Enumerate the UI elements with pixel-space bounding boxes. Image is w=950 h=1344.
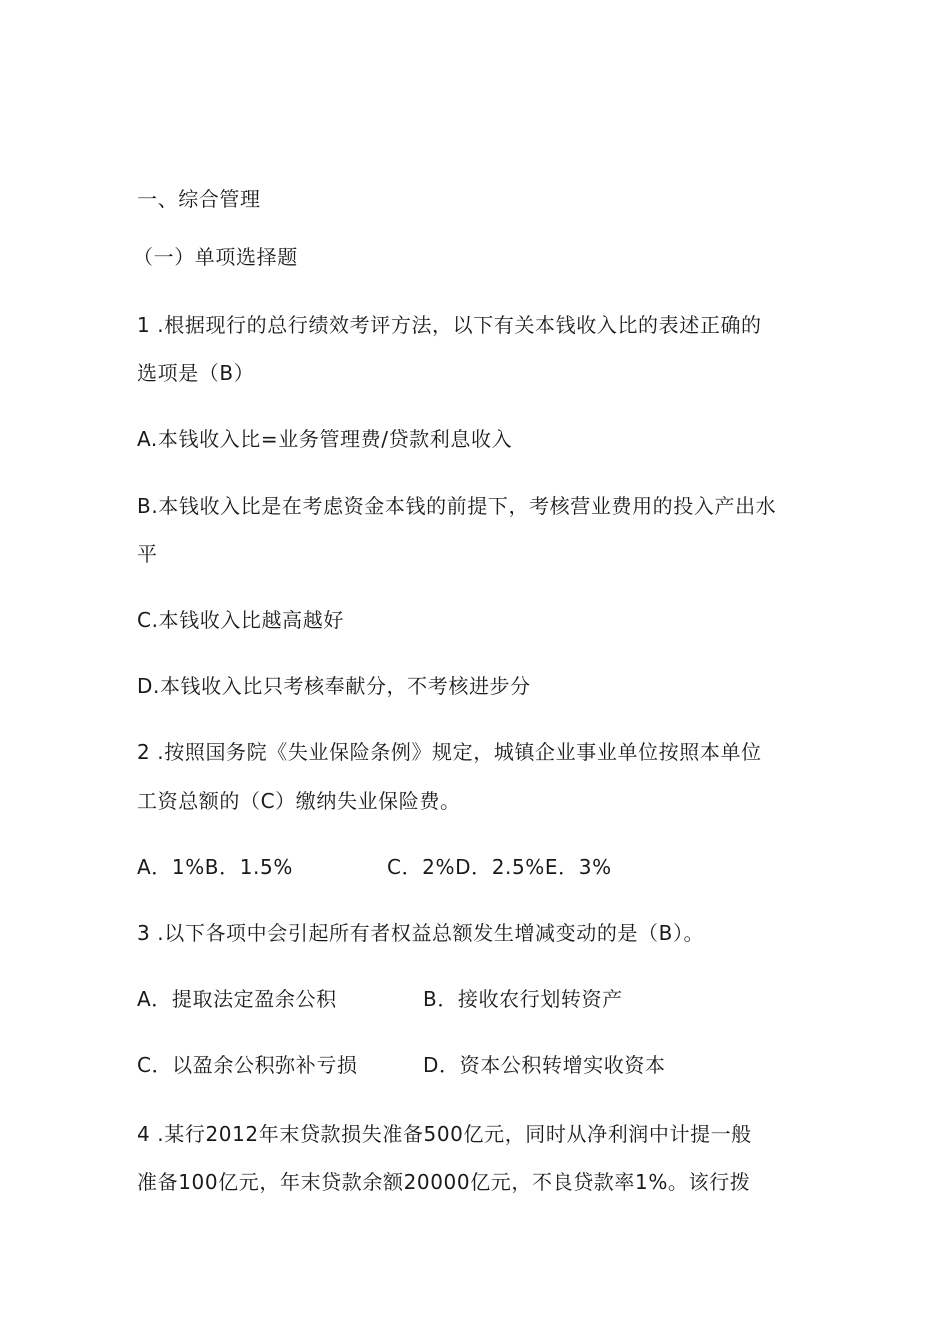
question-3-option-b: B．接收农行划转资产 bbox=[423, 987, 623, 1011]
question-2-options-right: C．2%D．2.5%E．3% bbox=[387, 855, 612, 879]
question-4-line-1: 4 .某行2012年末贷款损失准备500亿元，同时从净利润中计提一般 bbox=[137, 1122, 752, 1146]
question-2-line-1: 2 .按照国务院《失业保险条例》规定，城镇企业事业单位按照本单位 bbox=[137, 740, 762, 764]
question-2-line-2: 工资总额的（C）缴纳失业保险费。 bbox=[137, 789, 461, 813]
question-1-option-b-line-1: B.本钱收入比是在考虑资金本钱的前提下，考核营业费用的投入产出水 bbox=[137, 494, 777, 518]
question-3-option-c: C．以盈余公积弥补亏损 bbox=[137, 1053, 358, 1077]
subsection-title: （一）单项选择题 bbox=[133, 245, 298, 269]
question-1-option-c: C.本钱收入比越高越好 bbox=[137, 608, 344, 632]
section-title: 一、综合管理 bbox=[137, 187, 261, 211]
question-4-line-2: 准备100亿元，年末贷款余额20000亿元，不良贷款率1%。该行拨 bbox=[137, 1170, 751, 1194]
question-1-option-a: A.本钱收入比=业务管理费/贷款利息收入 bbox=[137, 427, 513, 451]
question-3-line-1: 3 .以下各项中会引起所有者权益总额发生增减变动的是（B）。 bbox=[137, 921, 705, 945]
question-3-option-d: D．资本公积转增实收资本 bbox=[423, 1053, 666, 1077]
question-3-option-a: A．提取法定盈余公积 bbox=[137, 987, 337, 1011]
question-1-line-1: 1 .根据现行的总行绩效考评方法，以下有关本钱收入比的表述正确的 bbox=[137, 313, 762, 337]
question-1-option-b-line-2: 平 bbox=[137, 542, 158, 566]
question-1-line-2: 选项是（B） bbox=[137, 361, 255, 385]
question-1-option-d: D.本钱收入比只考核奉献分，不考核进步分 bbox=[137, 674, 531, 698]
question-2-options-left: A．1%B．1.5% bbox=[137, 855, 293, 879]
